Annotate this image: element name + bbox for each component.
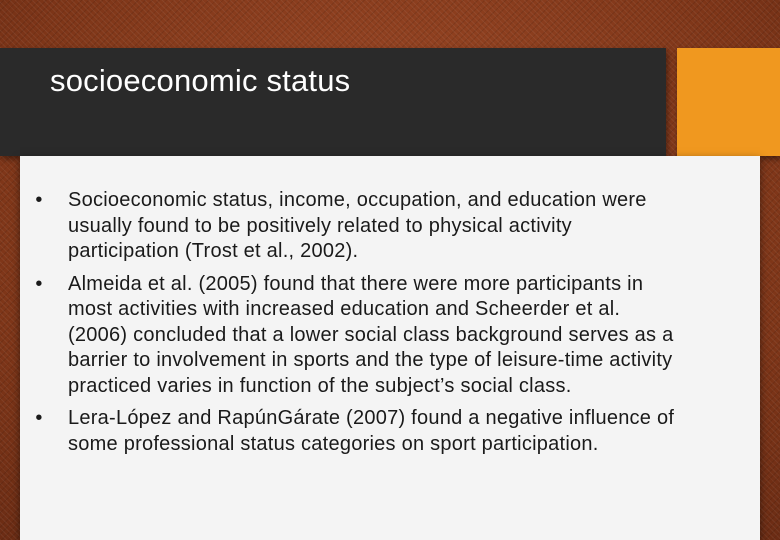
content-panel bbox=[20, 156, 760, 540]
bullet-dot-icon: • bbox=[35, 189, 43, 211]
bullet-text: Almeida et al. (2005) found that there were more participants in most activities with increased education and Scheerder et al. (2006) concluded that a lower social class background serves as a barrier to involvement in sports and the type of leisure-time activity practiced varies in function of the subject’s social class. bbox=[68, 272, 674, 397]
bullet-item bbox=[20, 188, 680, 265]
bullet-dot-icon: • bbox=[35, 272, 43, 295]
bullet-list bbox=[20, 188, 680, 464]
slide-title: socioeconomic status bbox=[50, 63, 351, 98]
bullet-item bbox=[20, 272, 680, 400]
bullet-item bbox=[20, 406, 680, 457]
bullet-dot-icon: • bbox=[35, 407, 43, 429]
accent-block bbox=[677, 48, 780, 156]
bullet-text: Lera-López and RapúnGárate (2007) found a negative influence of some professional status categories on sport participation. bbox=[68, 407, 675, 455]
bullet-text: Socioeconomic status, income, occupation, and education were usually found to be positively related to physical activity participation (Trost et al., 2002). bbox=[68, 189, 647, 262]
